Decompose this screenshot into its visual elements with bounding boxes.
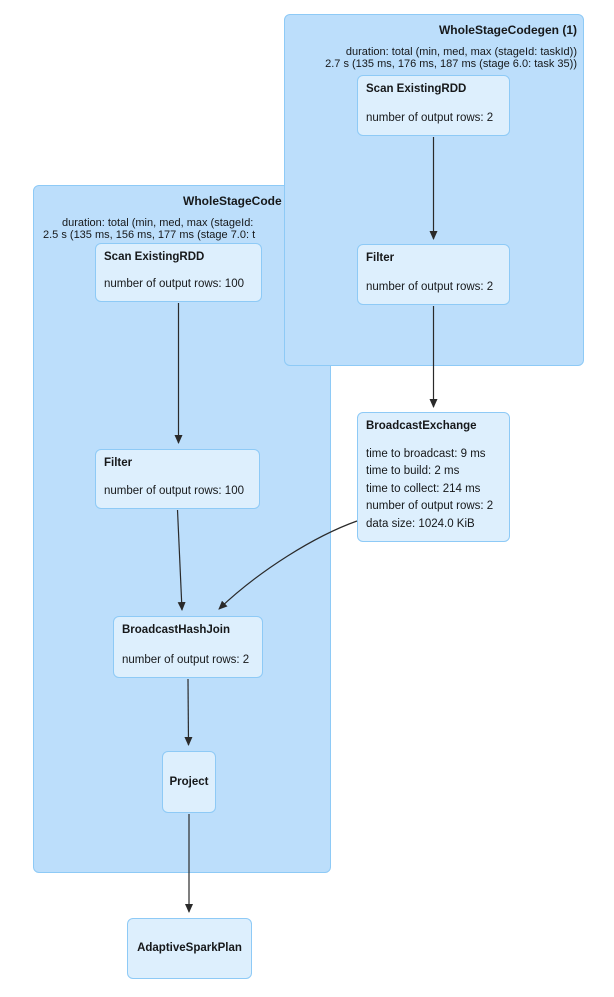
node-metric: number of output rows: 2 [366,500,494,512]
node-metrics [366,446,501,534]
plan-node-broadcastexchange[interactable] [357,412,510,542]
node-title: Project [169,775,209,788]
node-metric: time to broadcast: 9 ms [366,447,486,460]
cluster-duration-values: 2.5 s (135 ms, 156 ms, 177 ms (stage 7.0: t [43,229,256,241]
node-title: Filter [366,252,395,264]
cluster-title: WholeStageCodegen (1) [438,23,577,37]
node-metric: number of output rows: 2 [122,653,250,666]
node-title: BroadcastExchange [366,420,477,432]
cluster-duration-header: duration: total (min, med, max (stageId: [62,217,254,229]
node-metric: number of output rows: 100 [104,277,244,290]
cluster-title: WholeStageCode [183,194,282,208]
cluster-wholestagecodegen-1 [284,14,584,366]
plan-node-scan-existingrdd-1[interactable] [357,75,510,136]
node-title: BroadcastHashJoin [122,624,231,636]
node-metric: time to collect: 214 ms [366,482,481,495]
node-title: Scan ExistingRDD [104,251,205,263]
node-title: Scan ExistingRDD [366,83,467,95]
plan-node-filter-1[interactable] [357,244,510,305]
node-metric: number of output rows: 2 [366,280,494,293]
plan-node-filter-2[interactable] [95,449,260,509]
cluster-duration [325,46,577,70]
cluster-duration-header: duration: total (min, med, max (stageId: taskId)) [345,46,577,58]
plan-node-project[interactable] [162,751,216,813]
plan-node-scan-existingrdd-2[interactable] [95,243,262,302]
node-metric: time to build: 2 ms [366,465,460,477]
node-title: AdaptiveSparkPlan [137,942,242,954]
cluster-header [325,23,577,70]
cluster-duration-values: 2.7 s (135 ms, 176 ms, 187 ms (stage 6.0: task 35)) [325,58,577,70]
node-metric: number of output rows: 100 [104,484,244,497]
plan-node-adaptivesparkplan[interactable] [127,918,252,979]
node-metric: data size: 1024.0 KiB [366,517,475,530]
plan-node-broadcasthashjoin[interactable] [113,616,263,678]
node-title: Filter [104,457,133,469]
node-metric: number of output rows: 2 [366,111,494,124]
